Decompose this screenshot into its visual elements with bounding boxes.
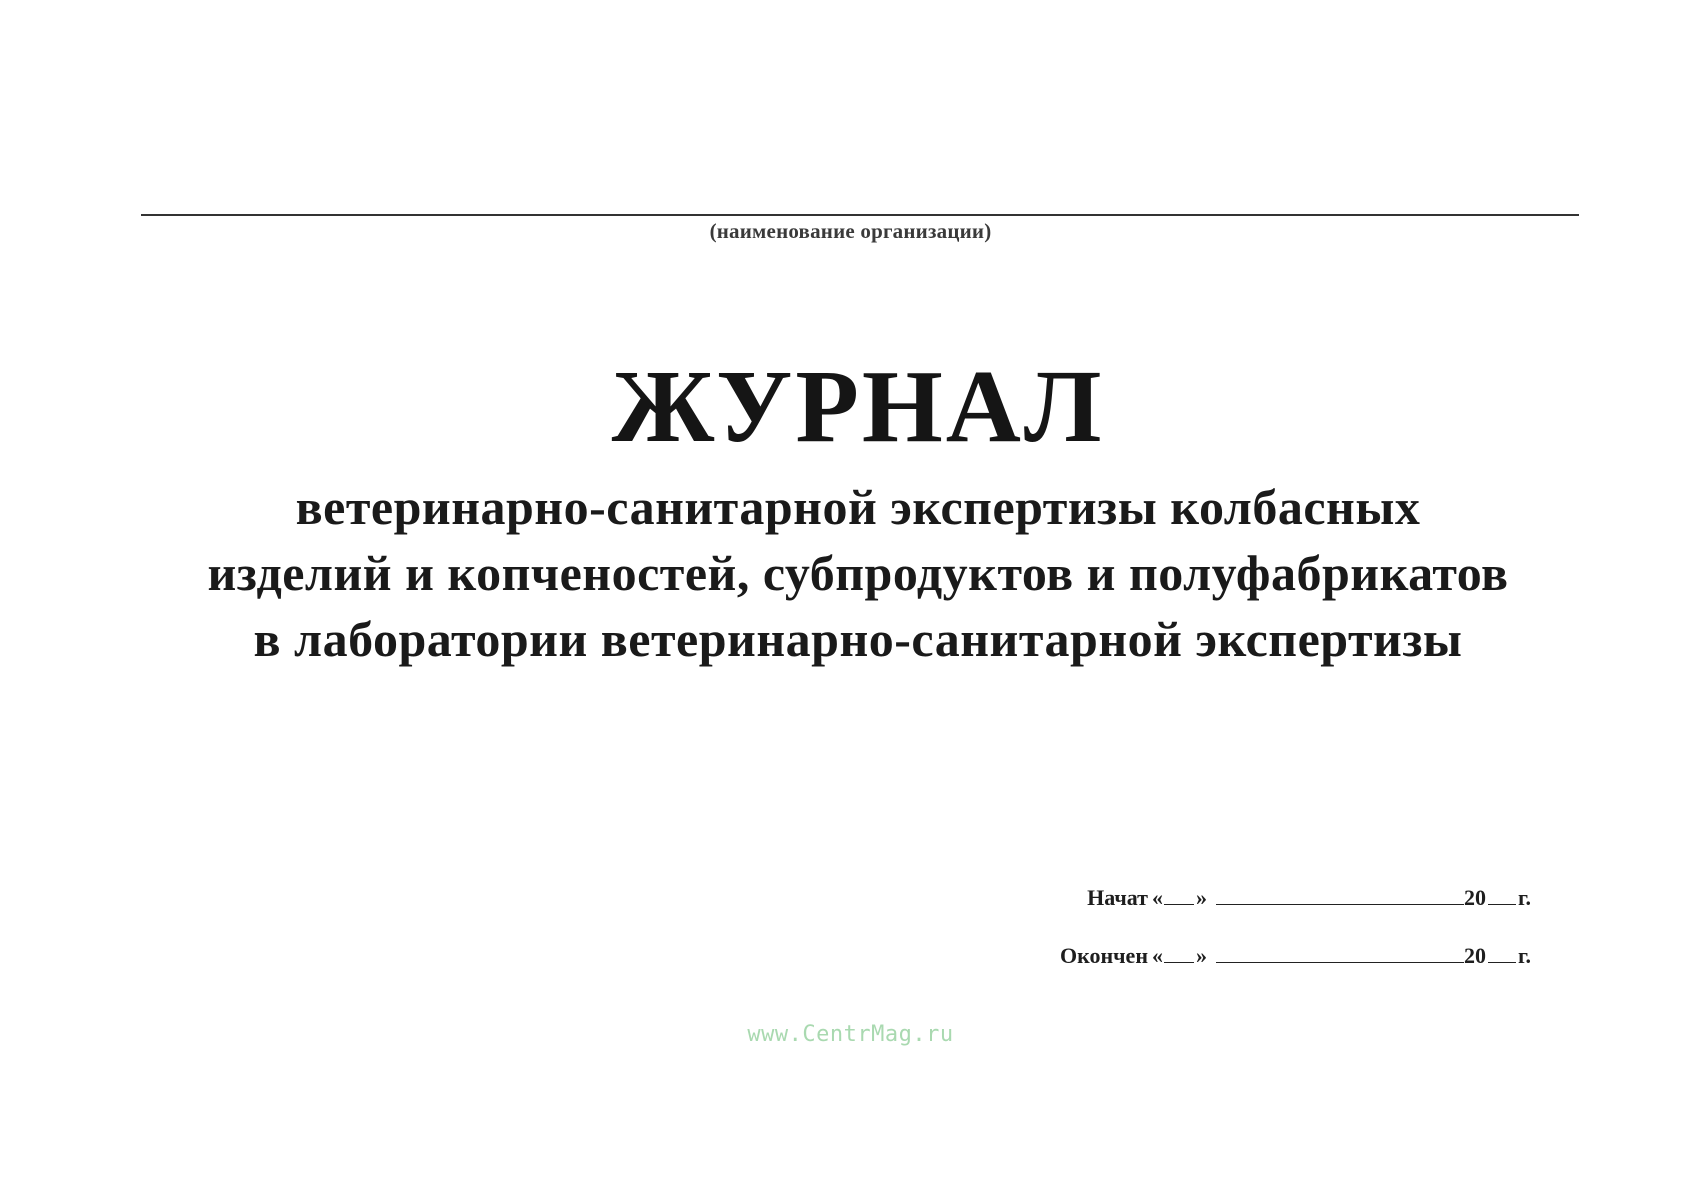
subtitle-line-2: изделий и копченостей, субпродуктов и полуфабрикатов bbox=[207, 545, 1509, 601]
quote-open: « bbox=[1152, 885, 1163, 910]
started-label: Начат bbox=[1087, 885, 1148, 910]
started-year-blank bbox=[1488, 904, 1516, 905]
year-prefix: 20 bbox=[1464, 943, 1486, 968]
ended-day-blank bbox=[1164, 962, 1194, 963]
organization-name-line bbox=[141, 214, 1579, 216]
subtitle-line-3: в лаборатории ветеринарно-санитарной экспертизы bbox=[253, 611, 1463, 667]
journal-title: ЖУРНАЛ bbox=[611, 349, 1105, 464]
year-suffix: г. bbox=[1518, 943, 1532, 968]
watermark-text: www.CentrMag.ru bbox=[747, 1022, 954, 1047]
started-day-blank bbox=[1164, 904, 1194, 905]
quote-open: « bbox=[1152, 943, 1163, 968]
ended-month-blank bbox=[1216, 962, 1464, 963]
year-prefix: 20 bbox=[1464, 885, 1486, 910]
quote-close: » bbox=[1196, 885, 1207, 910]
organization-caption: (наименование организации) bbox=[709, 219, 992, 243]
ended-date-row bbox=[1040, 943, 1600, 1001]
dates-block bbox=[1040, 885, 1600, 1001]
started-month-blank bbox=[1216, 904, 1464, 905]
ended-year-blank bbox=[1488, 962, 1516, 963]
started-date-row bbox=[1040, 885, 1600, 943]
ended-label: Окончен bbox=[1059, 943, 1148, 968]
journal-subtitle bbox=[0, 474, 1701, 672]
subtitle-line-1: ветеринарно-санитарной экспертизы колбасных bbox=[295, 479, 1421, 535]
quote-close: » bbox=[1196, 943, 1207, 968]
year-suffix: г. bbox=[1518, 885, 1532, 910]
